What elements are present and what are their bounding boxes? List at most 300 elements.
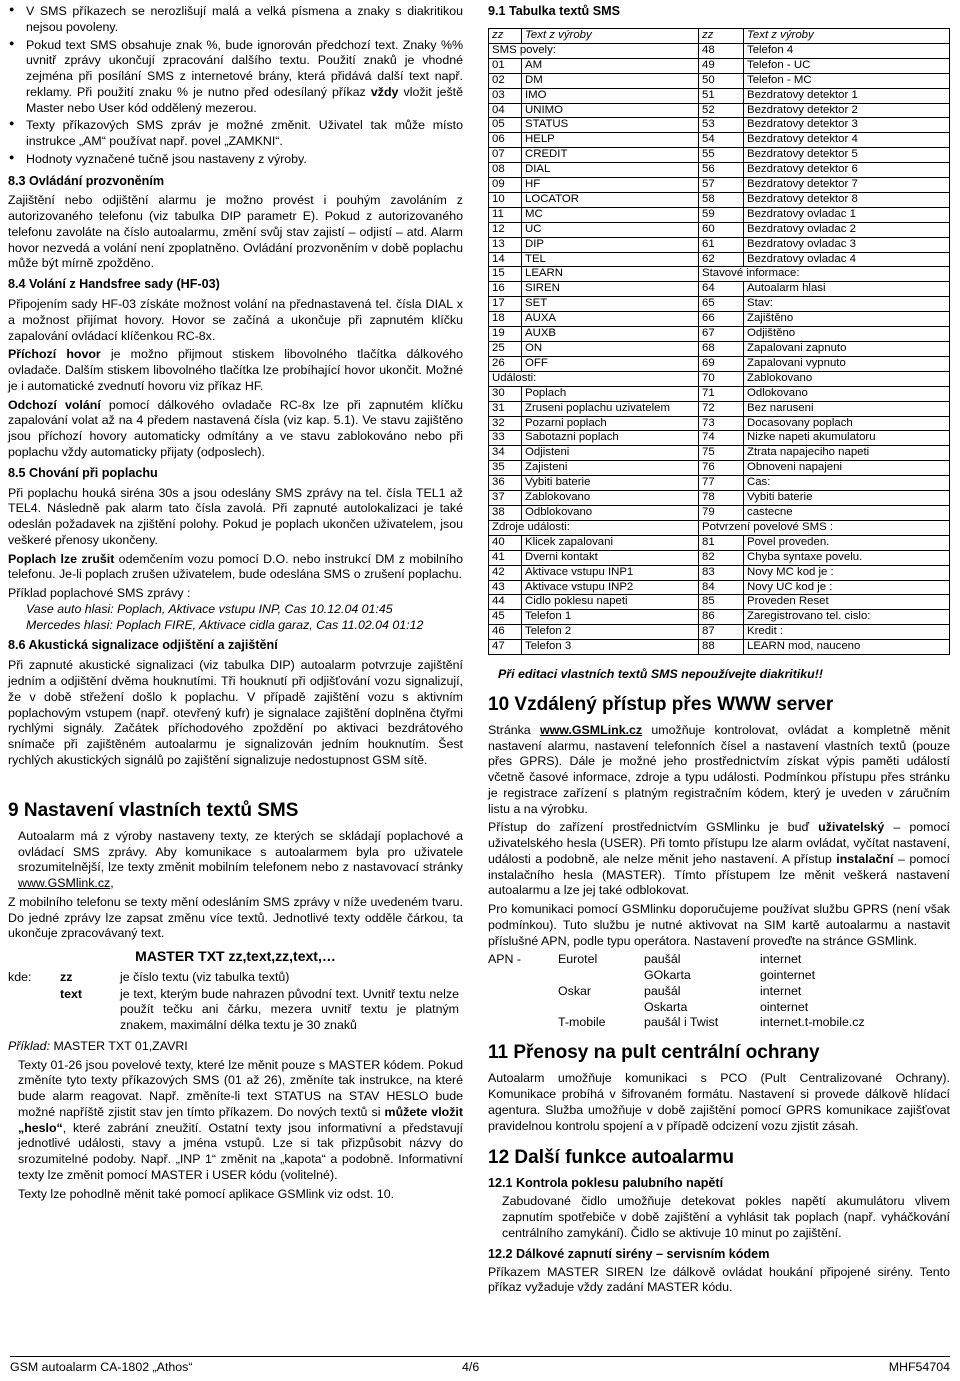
table-cell: Bezdratovy detektor 8 xyxy=(744,192,950,207)
table-cell: 68 xyxy=(699,342,744,357)
table-cell: AUXB xyxy=(522,327,699,342)
section-12-2-text: Příkazem MASTER SIREN lze dálkově ovládat houkání připojené sirény. Tento příkaz vyžaduje vždy zadání MASTER kódu. xyxy=(488,1264,950,1295)
table-cell: 88 xyxy=(699,640,744,655)
table-row xyxy=(489,73,950,88)
table-cell: Zablokovano xyxy=(744,371,950,386)
table-header: zz xyxy=(699,28,744,43)
table-row xyxy=(489,282,950,297)
kde-text-desc: je text, kterým bude nahrazen původní text. Uvnitř textu nelze použít tečku ani čárku, mezera uvnitř textu je platným znakem, maximální délka textu je 30 znaků xyxy=(120,986,459,1033)
table-cell: 86 xyxy=(699,610,744,625)
table-cell: 74 xyxy=(699,431,744,446)
table-cell: Zajištěno xyxy=(744,312,950,327)
table-cell: 79 xyxy=(699,505,744,520)
section-10-p2c: – pomocí instalačního hesla (MASTER). Tímto přístupem lze měnit veškerá nastavení autoalarmu a lze jej také odblokovat. xyxy=(488,851,950,898)
section-9-p3a: Texty 01-26 jsou povelové texty, které lze měnit pouze s MASTER kódem. Pokud změníte tyto texty příkazových SMS (01 až 26), změníte tak instrukce, na které bude alarm reagovat. Např. změníte-li text STATUS na STAV HESLO bude možné napříště zjistit stav jen tímto příkazem. Do nových textů si xyxy=(18,1057,463,1119)
table-cell: 44 xyxy=(489,595,522,610)
section-9-p1: Autoalarm má z výroby nastaveny texty, ze kterých se skládají poplachové a ovládací SMS zprávy. Aby komunikace s autoalarmem byla pro uživatele srozumitelnější, lze texty změnit mobilním telefonem nebo z nastavovací stránky www.GSMlink.cz, xyxy=(18,828,463,891)
example-line xyxy=(8,1039,463,1055)
section-9-p3b: , které zabrání zneužití. Ostatní texty jsou informativní a představují jednotlivé události, stavy a jména vstupů. Lze si tak přizpůsobit názvy do srozumitelné podoby. Např. „INP 1“ změnit na „kapota“ a podobně. Informativní texty lze změnit pomocí MASTER i USER kódu (volitelné). xyxy=(18,1120,463,1182)
table-cell: CREDIT xyxy=(522,148,699,163)
section-10-p1 xyxy=(488,723,950,818)
section-8-5-p1: Při poplachu houká siréna 30s a jsou odeslány SMS zprávy na tel. čísla TEL1 až TEL4. Následně pak alarm tato čísla zavolá. Při zapnuté autolokalizaci je také odeslán požadavek na zjištění polohy. Pokud je poplach ukončen uživatelem, jsou veškeré přenosy ukončeny. xyxy=(8,485,463,547)
section-9-1-title xyxy=(488,4,950,20)
table-header: Text z výroby xyxy=(522,28,699,43)
rule-percent-tail: vložit ještě Master nebo User kód oddělený mezerou. xyxy=(26,84,464,115)
example-sms-1: Vase auto hlasi: Poplach, Aktivace vstupu INP, Cas 10.12.04 01:45 xyxy=(26,601,393,616)
table-cell: 13 xyxy=(489,237,522,252)
table-cell: Cas: xyxy=(744,476,950,491)
table-row xyxy=(489,327,950,342)
table-row xyxy=(489,520,950,535)
apn-cell xyxy=(488,1000,558,1016)
rule-percent-text: Pokud text SMS obsahuje znak %, bude ignorován předchozí text. Znaky %% uvnitř zprávy ukončují zpracování dalšího textu. Použití znaků je vhodné zejména při posílání SMS z internetové brány, která přidává další text např. reklamy. Při použití znaku % je nutno před odesílaný příkaz xyxy=(26,37,463,99)
table-cell: 04 xyxy=(489,103,522,118)
table-cell: 59 xyxy=(699,207,744,222)
table-cell: Ztrata napajeciho napeti xyxy=(744,446,950,461)
table-row xyxy=(489,491,950,506)
apn-cell: Eurotel xyxy=(558,952,598,967)
table-cell: 31 xyxy=(489,401,522,416)
table-row xyxy=(489,416,950,431)
table-cell: 54 xyxy=(699,133,744,148)
table-cell: 26 xyxy=(489,356,522,371)
apn-row xyxy=(488,1000,938,1016)
table-cell: 11 xyxy=(489,207,522,222)
table-cell: AM xyxy=(522,58,699,73)
table-cell: UNIMO xyxy=(522,103,699,118)
table-cell: 33 xyxy=(489,431,522,446)
table-cell: Bezdratovy ovladac 1 xyxy=(744,207,950,222)
apn-row xyxy=(488,968,938,984)
table-cell: Stavové informace: xyxy=(699,267,950,282)
table-cell: SET xyxy=(522,297,699,312)
section-8-5-p2 xyxy=(8,552,463,584)
table-cell: 77 xyxy=(699,476,744,491)
apn-cell: internet xyxy=(760,952,802,967)
sms-text-table xyxy=(488,28,950,655)
example-sms-2: Mercedes hlasi: Poplach FIRE, Aktivace cidla garaz, Cas 11.02.04 01:12 xyxy=(26,617,424,632)
table-cell: 55 xyxy=(699,148,744,163)
table-cell: 87 xyxy=(699,625,744,640)
table-cell: DIAL xyxy=(522,163,699,178)
table-cell: Telefon 1 xyxy=(522,610,699,625)
apn-cell: Oskar xyxy=(558,983,592,998)
table-cell: 72 xyxy=(699,401,744,416)
section-8-4-title: 8.4 Volání z Handsfree sady (HF-03) xyxy=(8,277,220,292)
table-cell: Stav: xyxy=(744,297,950,312)
table-cell: castecne xyxy=(744,505,950,520)
table-row xyxy=(489,297,950,312)
left-column xyxy=(8,4,463,1205)
table-cell: 09 xyxy=(489,178,522,193)
example-command: MASTER TXT 01,ZAVRI xyxy=(50,1038,188,1053)
gsmlink-www-link[interactable]: www.GSMLink.cz xyxy=(540,722,643,737)
table-cell: Nizke napeti akumulatoru xyxy=(744,431,950,446)
table-cell: Odjištěno xyxy=(744,327,950,342)
table-cell: 02 xyxy=(489,73,522,88)
table-cell: Sabotazni poplach xyxy=(522,431,699,446)
section-8-3-title: 8.3 Ovládání prozvoněním xyxy=(8,173,165,188)
table-cell: 25 xyxy=(489,342,522,357)
apn-cell: Oskarta xyxy=(644,999,688,1014)
password-hint: můžete vložit „heslo“ xyxy=(18,1104,463,1135)
table-cell: Chyba syntaxe povelu. xyxy=(744,550,950,565)
section-8-5-p3: Příklad poplachové SMS zprávy : xyxy=(8,586,191,601)
table-cell: 61 xyxy=(699,237,744,252)
table-row xyxy=(489,640,950,655)
table-row xyxy=(489,118,950,133)
table-cell: Bezdratovy detektor 7 xyxy=(744,178,950,193)
table-cell: 37 xyxy=(489,491,522,506)
table-row xyxy=(489,565,950,580)
table-cell: 19 xyxy=(489,327,522,342)
apn-cell: paušál xyxy=(644,952,681,967)
section-9-1-title-text: 9.1 Tabulka textů SMS xyxy=(488,4,621,18)
installer-access-term: instalační xyxy=(836,851,894,866)
apn-row xyxy=(488,952,938,968)
table-row xyxy=(489,267,950,282)
table-cell: 48 xyxy=(699,43,744,58)
table-cell: 50 xyxy=(699,73,744,88)
apn-row xyxy=(488,1015,938,1031)
table-cell: AUXA xyxy=(522,312,699,327)
table-row xyxy=(489,461,950,476)
table-cell: TEL xyxy=(522,252,699,267)
table-cell: Aktivace vstupu INP1 xyxy=(522,565,699,580)
table-cell: Bezdratovy ovladac 4 xyxy=(744,252,950,267)
table-cell: Kredit : xyxy=(744,625,950,640)
apn-cell: internet.t-mobile.cz xyxy=(760,1015,865,1030)
outgoing-call-desc: pomocí dálkového ovladače RC-8x lze při zapnutém klíčku zapalování volat až na 4 předem nastavená čísla (viz kap. 5.1). Ve stavu zajištěno jsou příchozí hovory automaticky odmítány a ve stavu zablokováno nebo při poplachu vždy automaticky přijaty (odposlech). xyxy=(8,397,463,459)
table-row xyxy=(489,178,950,193)
section-12-1-title: 12.1 Kontrola poklesu palubního napětí xyxy=(488,1176,724,1191)
table-cell: DM xyxy=(522,73,699,88)
table-cell: 83 xyxy=(699,565,744,580)
table-cell: 36 xyxy=(489,476,522,491)
table-cell: Bezdratovy detektor 4 xyxy=(744,133,950,148)
section-9-p1-text: Autoalarm má z výroby nastaveny texty, ze kterých se skládají poplachové a ovládací SMS zprávy. Aby komunikace s autoalarmem byla pro uživatele srozumitelnější, lze texty změnit mobilním telefonem nebo z nastavovací stránky xyxy=(18,828,463,875)
right-column xyxy=(488,4,950,1299)
table-cell: OFF xyxy=(522,356,699,371)
table-row xyxy=(489,207,950,222)
table-cell: Bezdratovy ovladac 3 xyxy=(744,237,950,252)
list-item xyxy=(8,38,463,117)
table-cell: Zajisteni xyxy=(522,461,699,476)
table-cell: 34 xyxy=(489,446,522,461)
table-cell: 43 xyxy=(489,580,522,595)
table-cell: 05 xyxy=(489,118,522,133)
table-cell: Povel proveden. xyxy=(744,535,950,550)
apn-cell: APN - xyxy=(488,952,522,967)
cancel-alarm-desc: odemčením vozu pomocí D.O. nebo instrukcí DM z mobilního telefonu. Je-li poplach zrušen uživatelem, bude odeslána SMS o zrušení poplachu. xyxy=(8,551,463,582)
master-txt-syntax: MASTER TXT zz,text,zz,text,… xyxy=(135,948,336,965)
kde-label: kde: xyxy=(8,969,32,984)
table-cell: Zapalovani zapnuto xyxy=(744,342,950,357)
table-cell: Telefon - UC xyxy=(744,58,950,73)
table-row xyxy=(489,222,950,237)
table-cell: LEARN xyxy=(522,267,699,282)
section-8-4-p2 xyxy=(8,347,463,394)
table-row xyxy=(489,237,950,252)
kde-zz: zz xyxy=(60,969,73,984)
table-cell: Autoalarm hlasi xyxy=(744,282,950,297)
section-8-6-title: 8.6 Akustická signalizace odjištění a zajištění xyxy=(8,638,278,653)
table-cell: Pozarni poplach xyxy=(522,416,699,431)
footer-page-number: 4/6 xyxy=(462,1360,480,1374)
table-cell: Zruseni poplachu uzivatelem xyxy=(522,401,699,416)
diacritics-note: Při editaci vlastních textů SMS nepoužívejte diakritiku!! xyxy=(498,667,823,682)
table-cell: HELP xyxy=(522,133,699,148)
table-cell: 35 xyxy=(489,461,522,476)
table-cell: Telefon - MC xyxy=(744,73,950,88)
table-cell: Bezdratovy ovladac 2 xyxy=(744,222,950,237)
table-cell: 12 xyxy=(489,222,522,237)
apn-cell: GOkarta xyxy=(644,968,691,983)
table-cell: 84 xyxy=(699,580,744,595)
outgoing-call-term: Odchozí volání xyxy=(8,397,101,412)
table-cell: Odblokovano xyxy=(522,505,699,520)
footer-product: GSM autoalarm CA-1802 „Athos“ xyxy=(10,1360,193,1374)
apn-cell xyxy=(558,968,644,984)
table-cell: 52 xyxy=(699,103,744,118)
section-10-p2a: Přístup do zařízení prostřednictvím GSMlinku je buď xyxy=(488,820,819,835)
table-row xyxy=(489,431,950,446)
apn-cell: paušál i Twist xyxy=(644,1015,719,1030)
apn-cell: paušál xyxy=(644,983,681,998)
table-header: zz xyxy=(489,28,522,43)
apn-table xyxy=(488,952,938,1031)
table-row xyxy=(489,163,950,178)
table-cell: 58 xyxy=(699,192,744,207)
table-cell: Bezdratovy detektor 5 xyxy=(744,148,950,163)
table-cell: Telefon 3 xyxy=(522,640,699,655)
table-row xyxy=(489,342,950,357)
section-12-title: 12 Další funkce autoalarmu xyxy=(488,1147,735,1169)
section-8-3-text: Zajištění nebo odjištění alarmu je možno provést i pouhým zavoláním z autorizovaného telefonu (viz tabulka DIP parametr E). Pokud z autorizovaného telefonu zavoláte na číslo autoalarmu, změní svůj stav zajistí – odjistí – atd. Alarm hovor nezvedá a volání není zpoplatněno. Ovládání prozvoněním v době poplachu může být mírně zpožděno. xyxy=(8,193,463,271)
table-row xyxy=(489,625,950,640)
section-11-title: 11 Přenosy na pult centrální ochrany xyxy=(488,1042,820,1064)
example-label: Příklad: xyxy=(8,1038,51,1053)
table-cell: Zdroje události: xyxy=(489,520,699,535)
table-cell: 53 xyxy=(699,118,744,133)
rule-percent-bold: vždy xyxy=(370,84,399,99)
table-cell: Události: xyxy=(489,371,699,386)
section-12-1-text: Zabudované čidlo umožňuje detekovat pokles napětí akumulátoru vlivem zapnutím spotřebiče v době zajištění a vyhlásit tak poplach (např. vyháčkování centrálního zamykání). Čidlo se aktivuje 10 minut po zajištění. xyxy=(502,1194,950,1240)
section-8-6-text: Při zapnuté akustické signalizaci (viz tabulka DIP) autoalarm potvrzuje zajištění jedním a odjištění dvěma houknutími. Tři houknutí při odjišťování vozu signalizují, že v době střežení došlo k poplachu. V případě zajištění vozu s aktivním poplachovým vstupem (např. otevřený kufr) je signalace zajištění doplněna čtyřmi rychlými signály. Začátek příchodového zpoždění po aktivaci bezdrátového snímače při zajištěném autoalarmu je signalizován jedním houknutím. Šest rychlých akustických signálů po zajištění signalizuje nedostupnost GSM sítě. xyxy=(8,658,463,767)
table-cell: Bezdratovy detektor 6 xyxy=(744,163,950,178)
table-row xyxy=(489,148,950,163)
table-row xyxy=(489,595,950,610)
table-row xyxy=(489,103,950,118)
table-cell: 46 xyxy=(489,625,522,640)
footer-doc-code: MHF54704 xyxy=(888,1360,950,1374)
table-cell: 75 xyxy=(699,446,744,461)
section-9-p2: Z mobilního telefonu se texty mění odesláním SMS zprávy v níže uvedeném tvaru. Do jedné zprávy lze zapsat změnu více textů. Jednotlivé texty odděle čárkou, ta ukončuje zpracovávaný text. xyxy=(8,894,463,941)
table-cell: Novy MC kod je : xyxy=(744,565,950,580)
syntax-legend xyxy=(8,970,463,1035)
section-10-p2 xyxy=(488,820,950,899)
table-cell: DIP xyxy=(522,237,699,252)
table-cell: UC xyxy=(522,222,699,237)
table-cell: 08 xyxy=(489,163,522,178)
table-cell: Vybiti baterie xyxy=(744,491,950,506)
table-cell: Klicek zapalovani xyxy=(522,535,699,550)
section-10-p3: Pro komunikaci pomocí GSMlinku doporučujeme používat službu GPRS (není však podmínkou). Tuto službu je nutné aktivovat na SIM kartě autoalarmu a nastavit příslušné APN, podle typu operátora. Nastavení proveďte na stránce GSMlink. xyxy=(488,902,950,948)
apn-cell: gointernet xyxy=(760,968,816,983)
table-cell: Zapalovani vypnuto xyxy=(744,356,950,371)
kde-text: text xyxy=(60,986,83,1001)
table-cell: 82 xyxy=(699,550,744,565)
section-10-title: 10 Vzdálený přístup přes WWW server xyxy=(488,693,834,715)
table-cell: 41 xyxy=(489,550,522,565)
table-cell: 51 xyxy=(699,88,744,103)
table-row xyxy=(489,252,950,267)
table-header: Text z výroby xyxy=(744,28,950,43)
table-row xyxy=(489,610,950,625)
table-cell: 57 xyxy=(699,178,744,193)
table-cell: 45 xyxy=(489,610,522,625)
table-cell: Docasovany poplach xyxy=(744,416,950,431)
section-10-p2b: – pomocí uživatelského hesla (USER). Při tomto přístupu lze alarm ovládat, vyčítat nastavení, události a podobně, ale nelze měnit jeho nastavení. A přístup xyxy=(488,820,950,866)
apn-cell: internet xyxy=(760,983,802,998)
table-cell: 78 xyxy=(699,491,744,506)
section-9-title: 9 Nastavení vlastních textů SMS xyxy=(8,799,299,821)
table-cell: 81 xyxy=(699,535,744,550)
table-cell: HF xyxy=(522,178,699,193)
table-cell: Vybiti baterie xyxy=(522,476,699,491)
table-cell: 32 xyxy=(489,416,522,431)
table-cell: Obnoveni napajeni xyxy=(744,461,950,476)
table-cell: Dverni kontakt xyxy=(522,550,699,565)
cancel-alarm-term: Poplach lze zrušit xyxy=(8,551,115,566)
table-cell: Poplach xyxy=(522,386,699,401)
table-cell: 06 xyxy=(489,133,522,148)
table-cell: 17 xyxy=(489,297,522,312)
table-row xyxy=(489,580,950,595)
table-cell: Bezdratovy detektor 2 xyxy=(744,103,950,118)
user-access-term: uživatelský xyxy=(818,820,885,835)
table-row xyxy=(489,550,950,565)
table-cell: 07 xyxy=(489,148,522,163)
table-cell: Cidlo poklesu napeti xyxy=(522,595,699,610)
apn-cell xyxy=(488,1015,558,1031)
apn-cell xyxy=(558,1000,644,1016)
table-cell: Zablokovano xyxy=(522,491,699,506)
section-8-4-p1: Připojením sady HF-03 získáte možnost volání na přednastavená tel. čísla DIAL x a možnost přijímat hovory. Hovor se začíná a ukončuje při zapnutém klíčku zapalování ovládací klíčenkou RC-8x. xyxy=(8,297,463,343)
table-cell: 76 xyxy=(699,461,744,476)
apn-cell: ointernet xyxy=(760,999,809,1014)
kde-zz-desc: je číslo textu (viz tabulka textů) xyxy=(120,969,290,984)
table-cell: Odlokovano xyxy=(744,386,950,401)
table-row xyxy=(489,312,950,327)
table-cell: 67 xyxy=(699,327,744,342)
section-12-2-title: 12.2 Dálkové zapnutí sirény – servisním kódem xyxy=(488,1246,770,1261)
table-row xyxy=(489,192,950,207)
table-cell: 60 xyxy=(699,222,744,237)
sms-rules-list xyxy=(8,4,463,168)
table-cell: 64 xyxy=(699,282,744,297)
table-cell: 65 xyxy=(699,297,744,312)
table-cell: Bez naruseni xyxy=(744,401,950,416)
table-cell: IMO xyxy=(522,88,699,103)
table-cell: SMS povely: xyxy=(489,43,699,58)
table-cell: 42 xyxy=(489,565,522,580)
table-header-row xyxy=(489,28,950,43)
table-cell: 10 xyxy=(489,192,522,207)
table-cell: 73 xyxy=(699,416,744,431)
section-10-p1a: Stránka xyxy=(488,722,540,737)
table-row xyxy=(489,43,950,58)
table-cell: 01 xyxy=(489,58,522,73)
table-cell: Proveden Reset xyxy=(744,595,950,610)
table-row xyxy=(489,535,950,550)
list-item: ● V SMS příkazech se nerozlišují malá a velká písmena a znaky s diakritikou nejsou povoleny. xyxy=(8,4,463,36)
table-cell: LOCATOR xyxy=(522,192,699,207)
table-cell: Zaregistrovano tel. cislo: xyxy=(744,610,950,625)
table-cell: 30 xyxy=(489,386,522,401)
table-row xyxy=(489,386,950,401)
table-cell: 40 xyxy=(489,535,522,550)
table-cell: 62 xyxy=(699,252,744,267)
table-cell: 70 xyxy=(699,371,744,386)
table-row xyxy=(489,356,950,371)
incoming-call-desc: je možno přijmout stiskem libovolného tlačítka dálkového ovladače. Dalším stiskem libovolného tlačítka lze probíhající hovor ukončit. Možné je i automatické zvednutí hovoru viz příkaz HF. xyxy=(8,347,463,393)
apn-cell xyxy=(488,968,558,984)
gsmlink-link[interactable]: www.GSMlink.cz xyxy=(18,876,111,891)
incoming-call-term: Příchozí hovor xyxy=(8,347,101,362)
table-row xyxy=(489,446,950,461)
table-row xyxy=(489,371,950,386)
table-cell: 16 xyxy=(489,282,522,297)
table-cell: 71 xyxy=(699,386,744,401)
table-cell: Aktivace vstupu INP2 xyxy=(522,580,699,595)
table-cell: STATUS xyxy=(522,118,699,133)
table-row xyxy=(489,133,950,148)
section-11-text: Autoalarm umožňuje komunikaci s PCO (Pult Centralizované Ochrany). Komunikace probíhá v šifrovaném formátu. Nastavení si provede dálkově hlídací agentura. Služba umožňuje v době zajištění pomocí GPRS komunikace zajišťovat pravidelnou kontrolu spojení a v případě odcizení vozu zjistit zásah. xyxy=(488,1071,950,1133)
table-cell: Novy UC kod je : xyxy=(744,580,950,595)
table-cell: 56 xyxy=(699,163,744,178)
table-cell: 14 xyxy=(489,252,522,267)
table-cell: Potvrzení povelové SMS : xyxy=(699,520,950,535)
table-cell: SIREN xyxy=(522,282,699,297)
table-cell: 18 xyxy=(489,312,522,327)
table-cell: 15 xyxy=(489,267,522,282)
list-item: ● Texty příkazových SMS zpráv je možné změnit. Uživatel tak může místo instrukce „AM“ používat např. povel „ZAMKNI“. xyxy=(8,118,463,150)
table-cell: 47 xyxy=(489,640,522,655)
section-8-4-p3 xyxy=(8,398,463,461)
table-cell: 38 xyxy=(489,505,522,520)
table-row xyxy=(489,476,950,491)
apn-cell: T-mobile xyxy=(558,1015,606,1030)
table-cell: ON xyxy=(522,342,699,357)
table-cell: MC xyxy=(522,207,699,222)
table-row xyxy=(489,58,950,73)
table-cell: 85 xyxy=(699,595,744,610)
table-cell: 69 xyxy=(699,356,744,371)
table-row xyxy=(489,88,950,103)
table-cell: Telefon 2 xyxy=(522,625,699,640)
table-cell: Bezdratovy detektor 1 xyxy=(744,88,950,103)
table-cell: 66 xyxy=(699,312,744,327)
table-cell: Telefon 4 xyxy=(744,43,950,58)
table-row xyxy=(489,505,950,520)
table-cell: Bezdratovy detektor 3 xyxy=(744,118,950,133)
table-cell: LEARN mod, nauceno xyxy=(744,640,950,655)
table-row xyxy=(489,401,950,416)
section-9-p4: Texty lze pohodlně měnit také pomocí aplikace GSMlink viz odst. 10. xyxy=(18,1186,395,1201)
section-9-p3 xyxy=(8,1058,463,1184)
table-cell: 03 xyxy=(489,88,522,103)
